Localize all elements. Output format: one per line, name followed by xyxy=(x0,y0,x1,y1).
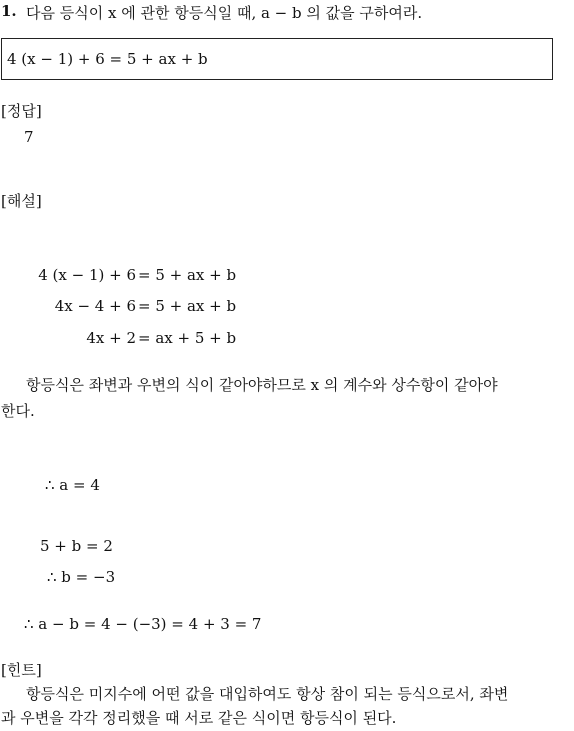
explanation-line-1: 항등식은 좌변과 우변의 식이 같아야하므로 x 의 계수와 상수항이 같아야 xyxy=(26,376,498,394)
answer-heading: [정답] xyxy=(1,102,42,120)
final-result: ∴ a − b = 4 − (−3) = 4 + 3 = 7 xyxy=(24,615,262,633)
hint-line-2: 과 우변을 각각 정리했을 때 서로 같은 식이면 항등식이 된다. xyxy=(1,709,397,727)
hint-line-1: 항등식은 미지수에 어떤 값을 대입하여도 항상 참이 되는 등식으로서, 좌변 xyxy=(26,685,509,703)
solution-heading: [해설] xyxy=(1,192,42,210)
question-equation: 4 (x − 1) + 6 = 5 + ax + b xyxy=(7,50,208,68)
step-2-rhs: = 5 + ax + b xyxy=(138,297,237,315)
explanation-line-2: 한다. xyxy=(1,402,35,420)
result-a: ∴ a = 4 xyxy=(45,476,100,494)
step-1-rhs: = 5 + ax + b xyxy=(138,266,237,284)
hint-heading: [힌트] xyxy=(1,661,42,679)
equation-b: 5 + b = 2 xyxy=(40,537,113,555)
step-3-rhs: = ax + 5 + b xyxy=(138,329,237,347)
equation-box xyxy=(1,38,553,80)
question-text: 다음 등식이 x 에 관한 항등식일 때, a − b 의 값을 구하여라. xyxy=(26,4,423,22)
step-2-lhs: 4x − 4 + 6 xyxy=(54,297,136,315)
answer-value: 7 xyxy=(24,128,34,146)
result-b: ∴ b = −3 xyxy=(47,568,116,586)
step-3-lhs: 4x + 2 xyxy=(86,329,136,347)
question-number: 1. xyxy=(1,2,17,20)
step-1-lhs: 4 (x − 1) + 6 xyxy=(38,266,136,284)
